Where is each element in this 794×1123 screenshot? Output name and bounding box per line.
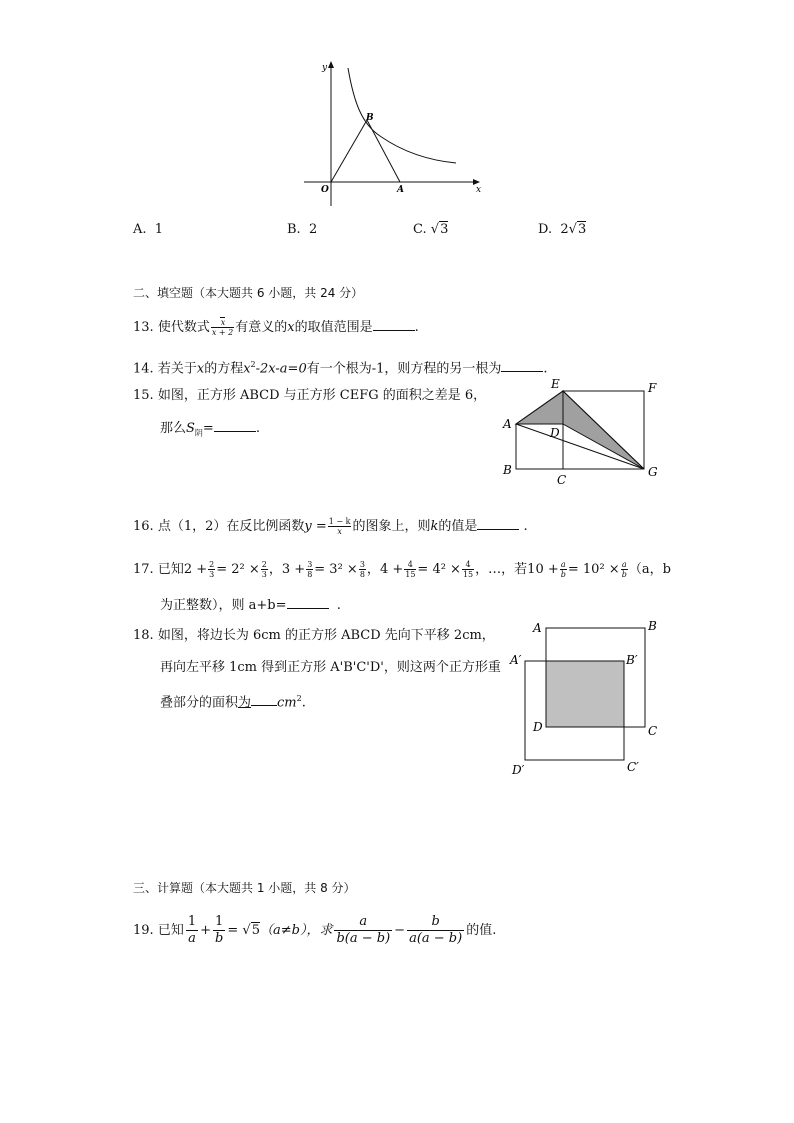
- sqrt-sign: √: [568, 222, 577, 237]
- fraction: $\frac{1 - k}{x}$: [328, 517, 351, 536]
- answer-blank[interactable]: [477, 517, 519, 530]
- question-17-line2: 为正整数），则 a+b= .: [160, 598, 341, 613]
- segment-ba: [367, 120, 400, 182]
- label-a: A: [533, 621, 542, 635]
- choice-d: D. 2√3: [538, 222, 587, 237]
- label-d-prime: D′: [512, 763, 525, 777]
- section-2-title: 二、填空题（本大题共 6 小题，共 24 分）: [133, 286, 364, 300]
- question-15-line2: 那么$S_阴=$ .: [160, 421, 260, 438]
- label-b-prime: B′: [626, 653, 638, 667]
- label-y: y: [322, 63, 328, 73]
- question-15-line1: 15. 如图，正方形 ABCD 与正方形 CEFG 的面积之差是 6，: [133, 388, 487, 403]
- label-b: B: [503, 463, 512, 477]
- choice-b: B. 2: [287, 222, 318, 237]
- label-x: x: [476, 185, 482, 195]
- question-14: 14. 若关于x的方程$x^2-2x-a=0$有一个根为-1，则方程的另一根为 .: [133, 360, 548, 377]
- label-d: D: [550, 426, 560, 440]
- question-16: 16. 点（1，2）在反比例函数y = $\frac{1 - k}{x}$ 的图象上，则k的值是 .: [133, 517, 528, 536]
- label-c: C: [648, 724, 658, 738]
- question-19: 19. 已知 $\frac{1}{a}$ + $\frac{1}{b}$ = √5（a≠b），求 $\frac{a}{b(a - b)}$ − $\frac{b}{a(a - b)}$ 的值.: [133, 914, 497, 946]
- label-a-prime: A′: [510, 653, 522, 667]
- y-axis-arrow: [328, 61, 334, 68]
- section-3-title: 三、计算题（本大题共 1 小题，共 8 分）: [133, 881, 356, 895]
- hyperbola-curve-smooth: [348, 68, 456, 163]
- label-g: G: [648, 465, 658, 479]
- label-a: A: [397, 185, 404, 195]
- label-b: B: [648, 619, 657, 633]
- label-b: B: [366, 113, 374, 123]
- question-17-line1: 17. 已知2 + $\frac{2}{3}$ = 2² × $\frac{2}{3}$ ，3 + $\frac{3}{8}$ = 3² × $\frac{3}{8}$ ，4 + $\frac{4}{15}$ = 4² × $\frac{4}{15}$ ，…，若10 + $\frac{a}{b}$ = 10² × $\frac{a}{b}$ （a，b: [133, 560, 671, 579]
- question-18-line3: 叠部分的面积为 $cm^2$.: [160, 694, 306, 711]
- figure-18: [505, 615, 670, 780]
- fraction: $\frac{x}{x + 2}$: [211, 318, 234, 337]
- question-13: 13. 使代数式 $\frac{x}{x + 2}$ 有意义的x的取值范围是 .: [133, 318, 419, 337]
- label-d: D: [533, 720, 543, 734]
- answer-blank[interactable]: [501, 359, 543, 372]
- sqrt-sign: √: [242, 923, 251, 938]
- label-c: C: [557, 473, 567, 486]
- answer-blank[interactable]: [251, 693, 277, 706]
- overlap-region: [546, 661, 624, 727]
- label-a: A: [503, 417, 512, 431]
- label-f: F: [648, 381, 657, 395]
- choice-a: A. 1: [133, 222, 164, 237]
- label-c-prime: C′: [627, 760, 639, 774]
- question-18-line1: 18. 如图，将边长为 6cm 的正方形 ABCD 先向下平移 2cm，: [133, 628, 495, 643]
- answer-blank[interactable]: [287, 596, 329, 609]
- segment-ob: [331, 120, 367, 182]
- label-o: O: [321, 185, 329, 195]
- figure-15: [500, 376, 665, 486]
- sqrt-sign: √: [430, 222, 440, 237]
- choice-c: C. √3: [413, 222, 449, 237]
- function-graph: [300, 58, 490, 208]
- answer-blank[interactable]: [214, 419, 256, 432]
- question-18-line2: 再向左平移 1cm 得到正方形 A'B'C'D'，则这两个正方形重: [160, 660, 501, 675]
- label-e: E: [551, 377, 560, 391]
- answer-blank[interactable]: [373, 318, 415, 331]
